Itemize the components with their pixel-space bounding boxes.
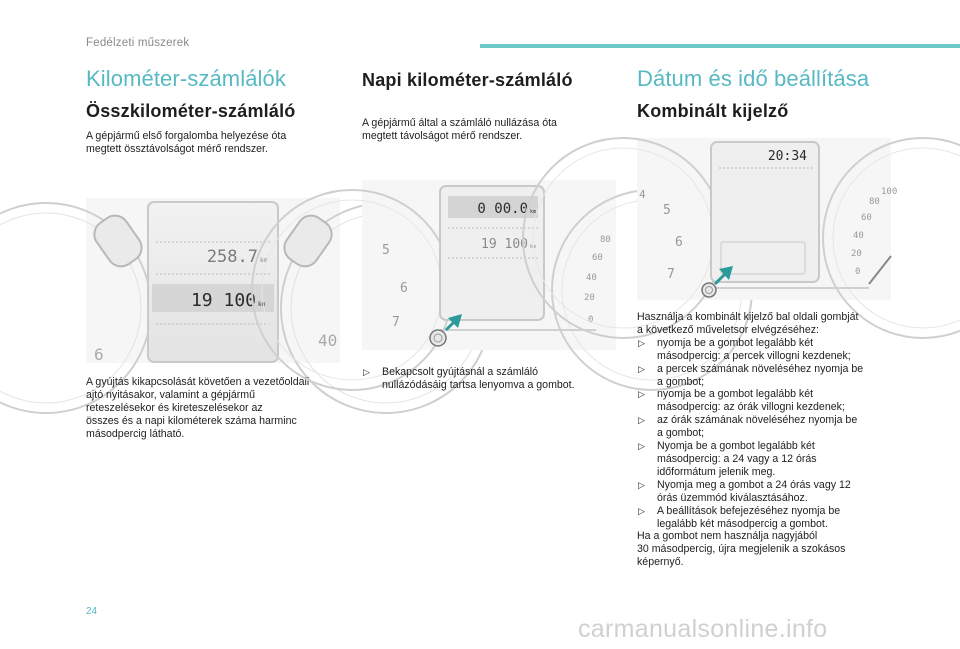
list-item	[637, 414, 897, 440]
triangle-right-icon: ▷	[638, 337, 645, 348]
text-line: nullázódásáig tartsa lenyomva a gombot.	[382, 378, 575, 391]
header-accent-bar	[480, 44, 960, 48]
text-line: 30 másodpercig, újra megjelenik a szokásos	[637, 543, 846, 556]
total-reading: 19 100	[190, 290, 256, 311]
reset-button-graphic	[430, 330, 446, 346]
svg-text:6: 6	[675, 235, 683, 250]
svg-text:4: 4	[639, 188, 646, 201]
trip-unit: km	[260, 257, 268, 264]
combined-display-illustration	[637, 138, 898, 300]
triangle-right-icon: ▷	[638, 441, 645, 452]
svg-text:6: 6	[94, 345, 104, 364]
svg-text:60: 60	[592, 253, 603, 263]
svg-text:6: 6	[400, 281, 408, 296]
trip-meter-intro	[362, 117, 557, 143]
text-line: összes és a napi kilométerek száma harminc	[86, 414, 297, 427]
text-line: másodpercig látható.	[86, 427, 185, 440]
heading-odometers: Kilométer-számlálók	[86, 66, 286, 91]
list-item	[637, 505, 897, 531]
text-line: Bekapcsolt gyújtásnál a számláló	[382, 366, 539, 378]
heading-trip-meter: Napi kilométer-számláló	[362, 70, 573, 90]
svg-text:60: 60	[861, 213, 872, 223]
svg-text:40: 40	[586, 273, 597, 283]
list-item	[637, 479, 897, 505]
subheading-combined-display: Kombinált kijelző	[637, 101, 789, 121]
svg-text:20: 20	[584, 293, 595, 303]
text-line: a következő műveletsor elvégzéséhez:	[637, 323, 819, 336]
text-line: időformátum jelenik meg.	[657, 465, 776, 478]
odometer-illustration	[86, 198, 340, 363]
text-line: A gépjármű által a számláló nullázása óta	[362, 117, 557, 129]
svg-text:100: 100	[881, 187, 898, 197]
text-line: nyomja be a gombot legalább két	[657, 388, 814, 401]
text-line: Nyomja meg a gombot a 24 órás vagy 12	[657, 478, 851, 491]
text-line: ajtó nyitásakor, valamint a gépjármű	[86, 388, 255, 401]
text-line: Ha a gombot nem használja nagyjából	[637, 530, 818, 543]
trip-reading: 0 00.0	[477, 201, 528, 217]
subheading-total-odometer: Összkilométer-számláló	[86, 101, 296, 121]
heading-date-time-setting: Dátum és idő beállítása	[637, 66, 870, 91]
text-line: megtett össztávolságot mérő rendszer.	[86, 142, 268, 155]
triangle-right-icon: ▷	[638, 505, 645, 516]
total-reading: 19 100	[481, 237, 528, 252]
triangle-right-icon: ▷	[638, 363, 645, 374]
svg-text:20: 20	[851, 249, 862, 259]
text-line: Nyomja be a gombot legalább két	[657, 440, 815, 453]
adjust-button-graphic	[702, 283, 716, 297]
trip-meter-illustration	[362, 180, 616, 350]
triangle-right-icon: ▷	[638, 389, 645, 400]
total-odometer-intro	[86, 130, 286, 156]
text-line: órás üzemmód kiválasztásához.	[657, 491, 808, 504]
text-line: A gyújtás kikapcsolását követően a vezetőoldali	[86, 376, 310, 388]
svg-text:5: 5	[382, 243, 390, 258]
svg-text:5: 5	[663, 203, 671, 218]
svg-text:40: 40	[318, 331, 338, 350]
text-line: Használja a kombinált kijelző bal oldali gombját	[637, 311, 859, 323]
svg-text:0: 0	[588, 315, 594, 325]
triangle-right-icon: ▷	[363, 367, 370, 377]
total-unit: km	[258, 301, 266, 308]
total-unit: km	[530, 244, 537, 250]
odometer-display-note	[86, 376, 309, 441]
text-line: az órák számának növeléséhez nyomja be	[657, 414, 858, 427]
svg-text:7: 7	[667, 267, 675, 282]
text-line: képernyő.	[637, 556, 684, 569]
trip-unit: km	[530, 209, 537, 215]
list-item	[362, 366, 622, 392]
list-item	[637, 363, 897, 389]
text-line: A gépjármű első forgalomba helyezése óta	[86, 130, 287, 142]
running-header: Fedélzeti műszerek	[86, 37, 190, 49]
clock-reading: 20:34	[767, 149, 807, 164]
list-item	[637, 440, 897, 479]
time-setting-instructions	[637, 311, 897, 569]
time-setting-steps	[637, 337, 897, 531]
svg-text:80: 80	[600, 235, 611, 245]
text-line: a percek számának növeléséhez nyomja be	[657, 362, 864, 375]
trip-reading: 258.7	[206, 247, 258, 267]
text-line: megtett távolságot mérő rendszer.	[362, 129, 523, 142]
list-item	[637, 388, 897, 414]
svg-text:7: 7	[392, 315, 400, 330]
text-line: másodpercig: a 24 vagy a 12 órás	[657, 452, 817, 465]
text-line: A beállítások befejezéséhez nyomja be	[657, 504, 841, 517]
text-line: a gombot;	[657, 375, 705, 388]
triangle-right-icon: ▷	[638, 479, 645, 490]
text-line: nyomja be a gombot legalább két	[657, 336, 814, 349]
text-line: legalább két másodpercig a gombot.	[657, 517, 828, 530]
svg-text:80: 80	[869, 197, 880, 207]
text-line: a gombot;	[657, 427, 705, 440]
watermark: carmanualsonline.info	[578, 615, 828, 643]
list-item	[637, 337, 897, 363]
svg-text:40: 40	[853, 231, 864, 241]
svg-text:0: 0	[855, 267, 861, 277]
trip-meter-reset-instruction	[362, 366, 622, 392]
triangle-right-icon: ▷	[638, 415, 645, 426]
text-line: reteszelésekor és kireteszelésekor az	[86, 401, 263, 414]
text-line: másodpercig: az órák villogni kezdenek;	[657, 401, 845, 414]
text-line: másodpercig: a percek villogni kezdenek;	[657, 349, 851, 362]
page-number: 24	[86, 606, 98, 617]
